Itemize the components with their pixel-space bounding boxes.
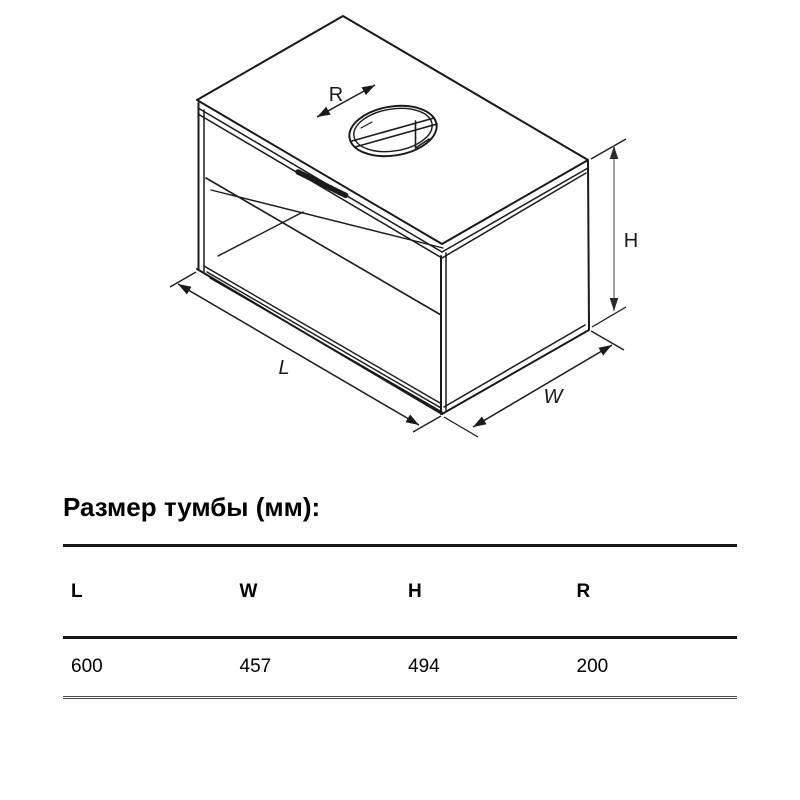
spec-value-l: 600 [71,656,103,677]
radius-arrowhead-lower [317,107,331,117]
shelf-interior-line-left [218,212,303,256]
dimension-height [591,139,638,327]
spec-header-row [63,547,737,636]
length-dim-line [178,284,419,425]
spec-value-w: 457 [239,656,272,677]
spec-col-header-w: W [239,581,258,602]
right-back-edge [588,161,589,329]
table-divider-bottom [63,696,737,699]
width-extension-left [444,417,478,437]
spec-title: Размер тумбы (мм): [63,492,321,522]
spec-col-header-r: R [576,581,591,602]
dimension-width [444,331,624,437]
plinth-line-2 [207,272,441,408]
sink-hole-bar-1 [352,118,434,141]
cabinet-outline [197,16,589,414]
spec-value-r: 200 [576,656,609,677]
width-arrowhead-left [473,417,487,428]
length-extension-left [170,272,196,287]
spec-col-header-h: H [408,581,422,602]
spec-value-h: 494 [408,656,440,677]
sink-hole-small-chord [361,122,372,128]
drawer-and-shelf [204,172,443,412]
length-arrowhead-left [178,284,192,295]
plinth-line-1 [204,266,440,403]
width-label: W [543,386,563,408]
dimension-radius [317,84,375,117]
plinth-line-3 [210,278,442,412]
height-label: H [623,230,639,252]
length-arrowhead-right [406,415,420,426]
spec-value-row [63,639,737,696]
band-right-1 [442,168,588,252]
spec-col-header-l: L [71,581,83,602]
width-arrowhead-right [599,345,613,356]
bottom-right-edge-inner [444,325,585,407]
band-right-2 [442,173,586,258]
length-label: L [278,357,290,379]
height-extension-top [591,139,626,159]
height-extension-bottom [592,307,626,327]
height-arrowhead-bottom [610,298,619,311]
radius-arrowhead-upper [362,85,376,95]
shelf-interior-line-back [211,190,443,248]
band-front-2 [198,114,442,258]
dimension-length [170,272,441,432]
spec-table [63,492,737,699]
sink-hole [346,100,441,162]
radius-label: R [328,84,344,106]
